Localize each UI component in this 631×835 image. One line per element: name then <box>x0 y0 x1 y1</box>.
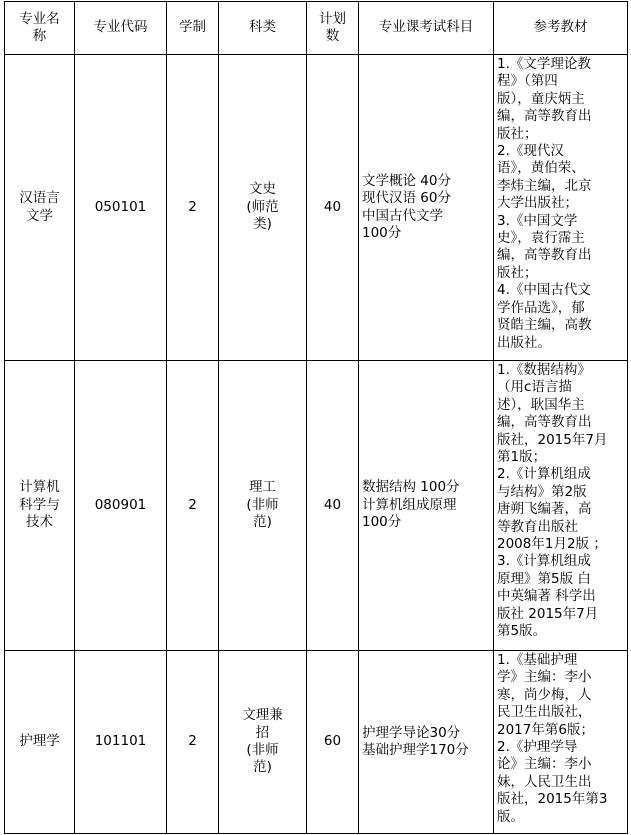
years-cell: 2 <box>167 361 219 651</box>
header-row <box>5 2 628 55</box>
books-cell: 1.《文学理论教 程》（第四 版），童庆炳主 编，高等教育出 版社； 2.《现代汉 语》，黄伯荣、 李炜主编，北京 大学出版社； 3.《中国文学 史》，袁行霈主 编，高等教育出 版社； 4.《中国古代文 学作品选》，郁 贤皓主编，高教 出版社。 <box>494 55 628 361</box>
years-cell: 2 <box>167 55 219 361</box>
header-code: 专业代码 <box>75 2 167 55</box>
header-exam: 专业课考试科目 <box>359 2 494 55</box>
header-category: 科类 <box>219 2 307 55</box>
plan-cell: 40 <box>307 361 359 651</box>
exam-cell: 数据结构 100分 计算机组成原理 100分 <box>359 361 494 651</box>
category-cell: 理工 (非师 范) <box>219 361 307 651</box>
major-code-cell: 101101 <box>75 651 167 834</box>
years-cell: 2 <box>167 651 219 834</box>
books-cell: 1.《基础护理 学》主编：李小 寒，尚少梅，人 民卫生出版社， 2017年第6版； 2.《护理学导 论》主编：李小 妹，人民卫生出 版社，2015年第3 版。 <box>494 651 628 834</box>
table-row <box>5 651 628 834</box>
major-name-cell: 计算机 科学与 技术 <box>5 361 75 651</box>
header-plan: 计划 数 <box>307 2 359 55</box>
major-table <box>4 1 628 834</box>
plan-cell: 60 <box>307 651 359 834</box>
table-row <box>5 55 628 361</box>
header-name: 专业名 称 <box>5 2 75 55</box>
category-cell: 文理兼 招 (非师 范) <box>219 651 307 834</box>
plan-cell: 40 <box>307 55 359 361</box>
exam-cell: 文学概论 40分 现代汉语 60分 中国古代文学 100分 <box>359 55 494 361</box>
exam-cell: 护理学导论30分 基础护理学170分 <box>359 651 494 834</box>
table-row <box>5 361 628 651</box>
major-name-cell: 汉语言 文学 <box>5 55 75 361</box>
category-cell: 文史 (师范 类) <box>219 55 307 361</box>
major-name-cell: 护理学 <box>5 651 75 834</box>
major-code-cell: 080901 <box>75 361 167 651</box>
header-years: 学制 <box>167 2 219 55</box>
header-books: 参考教材 <box>494 2 628 55</box>
major-code-cell: 050101 <box>75 55 167 361</box>
books-cell: 1.《数据结构》 （用c语言描 述），耿国华主 编，高等教育出 版社，2015年7月 第1版； 2.《计算机组成 与结构》第2版 唐朔飞编著，高 等教育出版社 2008年1月2版 ； 3.《计算机组成 原理》第5版 白 中英编著 科学出 版社 2015年7月 第5版。 <box>494 361 628 651</box>
